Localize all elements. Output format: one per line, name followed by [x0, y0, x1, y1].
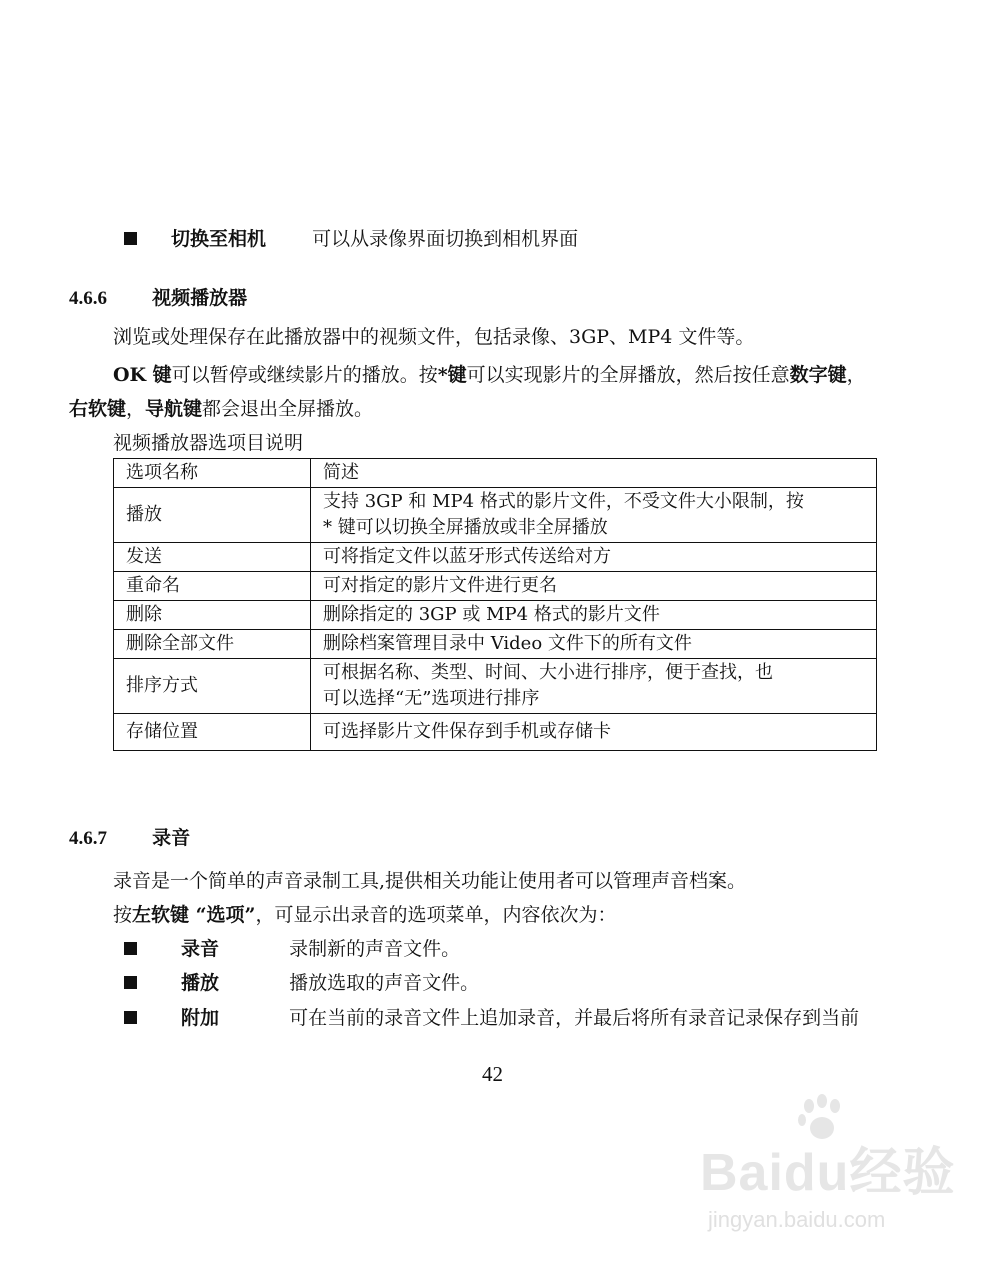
square-bullet-icon: [124, 232, 137, 245]
text: ，可显示出录音的选项菜单，内容依次为：: [255, 904, 617, 926]
key-label: 数字键: [789, 364, 847, 386]
bullet-item-play: [124, 970, 479, 996]
bullet-item-record: [124, 936, 460, 962]
section-title: 录音: [152, 827, 191, 849]
table-row: [114, 714, 877, 751]
bullet-desc: 播放选取的声音文件。: [289, 972, 480, 994]
option-name: 存储位置: [114, 714, 311, 751]
table-row: [114, 572, 877, 601]
paragraph-keys-line1: [113, 362, 866, 388]
table-row: [114, 543, 877, 572]
text: 可以暂停或继续影片的播放。按: [171, 364, 438, 386]
table-row: [114, 601, 877, 630]
key-label: 左软键 “选项”: [132, 904, 256, 926]
paw-icon: [795, 1092, 847, 1144]
section-number: 4.6.7: [69, 828, 107, 849]
table-row: [114, 488, 877, 543]
option-name: 排序方式: [114, 659, 311, 714]
section-title: 视频播放器: [152, 287, 248, 309]
key-label: 右软键: [69, 398, 127, 420]
section-heading-video-player: [69, 285, 247, 312]
bullet-title: 录音: [181, 938, 220, 960]
table-header-cell: 简述: [311, 459, 877, 488]
option-desc: [311, 659, 877, 714]
text: ，: [846, 364, 866, 386]
bullet-title: 切换至相机: [171, 228, 267, 250]
paragraph: 浏览或处理保存在此播放器中的视频文件，包括录像、3GP、MP4 文件等。: [113, 326, 755, 348]
square-bullet-icon: [124, 942, 137, 955]
section-number: 4.6.6: [69, 288, 107, 309]
bullet-desc: 可以从录像界面切换到相机界面: [312, 228, 579, 250]
watermark-brand: [700, 1130, 955, 1205]
text: 可以实现影片的全屏播放，然后按任意: [466, 364, 790, 386]
page-number: 42: [482, 1062, 503, 1086]
bullet-title: 附加: [181, 1007, 220, 1029]
option-desc-line: * 键可以切换全屏播放或非全屏播放: [323, 517, 608, 538]
option-desc: 删除档案管理目录中 Video 文件下的所有文件: [311, 630, 877, 659]
bullet-item-append: [124, 1005, 859, 1031]
table-caption: 视频播放器选项目说明: [113, 432, 304, 454]
bullet-title: 播放: [181, 972, 220, 994]
text: 按: [113, 904, 133, 926]
bullet-item-switch-camera: [124, 226, 578, 252]
table-header-cell: 选项名称: [114, 459, 311, 488]
key-label: *键: [437, 364, 467, 386]
bullet-desc: 可在当前的录音文件上追加录音，并最后将所有录音记录保存到当前: [289, 1007, 860, 1029]
option-desc-line: 可以选择“无”选项进行排序: [323, 688, 540, 709]
table-header-row: [114, 459, 877, 488]
square-bullet-icon: [124, 976, 137, 989]
table-row: [114, 659, 877, 714]
text: 都会退出全屏播放。: [202, 398, 374, 420]
option-desc: [311, 488, 877, 543]
option-name: 删除全部文件: [114, 630, 311, 659]
paragraph-keys-line2: [69, 396, 373, 422]
option-desc-line: 可根据名称、类型、时间、大小进行排序，便于查找，也: [323, 662, 773, 683]
key-label: 导航键: [145, 398, 203, 420]
option-desc: 可对指定的影片文件进行更名: [311, 572, 877, 601]
option-desc-line: 支持 3GP 和 MP4 格式的影片文件，不受文件大小限制，按: [323, 491, 804, 512]
square-bullet-icon: [124, 1011, 137, 1024]
option-desc: 可选择影片文件保存到手机或存储卡: [311, 714, 877, 751]
paragraph: 录音是一个简单的声音录制工具,提供相关功能让使用者可以管理声音档案。: [113, 870, 747, 892]
option-name: 删除: [114, 601, 311, 630]
option-name: 播放: [114, 488, 311, 543]
paragraph-keys: [113, 902, 617, 928]
watermark-brand-text: Baidu经验: [700, 1144, 956, 1202]
option-desc: 可将指定文件以蓝牙形式传送给对方: [311, 543, 877, 572]
key-label: OK 键: [113, 364, 172, 386]
section-heading-recorder: [69, 825, 190, 852]
bullet-desc: 录制新的声音文件。: [289, 938, 461, 960]
option-name: 发送: [114, 543, 311, 572]
baidu-watermark: [700, 1130, 955, 1233]
watermark-url: jingyan.baidu.com: [708, 1207, 886, 1232]
option-name: 重命名: [114, 572, 311, 601]
options-table: [113, 458, 877, 751]
text: ，: [126, 398, 146, 420]
option-desc: 删除指定的 3GP 或 MP4 格式的影片文件: [311, 601, 877, 630]
table-row: [114, 630, 877, 659]
